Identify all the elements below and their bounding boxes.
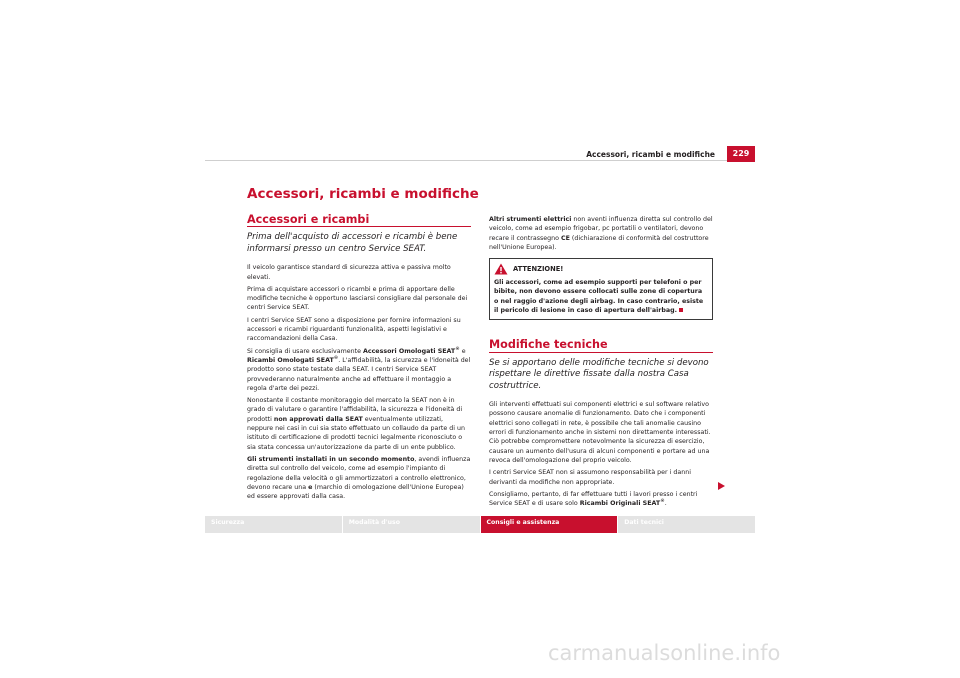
warning-triangle-icon [494, 263, 508, 275]
watermark: carmanualsonline.info [548, 641, 781, 665]
paragraph: Gli interventi effettuati sui componenti elettrici e sul software relativo possono causare anomalie di funzionamento. Dato che i componenti elettrici sono collegati in rete, è possibile che tali anomalie causino errori di funzionamento anche in sistemi non direttamente interessati. Ciò potrebbe compromettere notevolmente la sicurezza di esercizio, causare un aumento dell'usura di alcuni componenti e portare ad una revoca dell'omologazione del proprio veicolo. [489, 401, 711, 464]
paragraph: Gli strumenti installati in un secondo momento, avendi influenza diretta sul controllo del veicolo, come ad esempio l'impianto di regolazione della velocità o gli ammortizzatori a controllo elettronico, devono recare una e (marchio di omologazione dell'Unione Europea) ed essere approvati dalla casa. [247, 455, 471, 501]
footer-nav [205, 516, 755, 533]
end-square-icon [679, 308, 683, 312]
section-rule [247, 226, 471, 227]
footer-tab-consigli-assistenza[interactable]: Consigli e assistenza [481, 516, 618, 533]
warning-box [489, 258, 713, 320]
paragraph: I centri Service SEAT non si assumono responsabilità per i danni derivanti da modifiche non appropriate. [489, 469, 691, 486]
next-page-arrow-icon[interactable] [716, 481, 726, 491]
warning-text: Gli accessori, come ad esempio supporti per telefoni o per bibite, non devono essere collocati sulle zone di copertura o nel raggio d'azione degli airbag. In caso contrario, esiste il pericolo di lesione in caso di apertura dell'airbag. [494, 279, 704, 315]
section-intro: Se si apportano delle modifiche tecniche si devono rispettare le direttive fissate dalla nostra Casa costruttrice. [489, 357, 709, 391]
chapter-title: Accessori, ricambi e modifiche [247, 186, 479, 202]
paragraph: Nonostante il costante monitoraggio del mercato la SEAT non è in grado di valutare o garantire l'affidabilità, la sicurezza e l'idoneità di prodotti non approvati dalla SEAT eventualmente utilizzati, neppure nei casi in cui sia stato effettuato un collaudo da parte di un istituto di certificazione di prodotti tecnici legalmente riconosciuto o sia stata concessa un'autorizzazione da parte di un ente pubblico. [247, 397, 465, 451]
header-rule [205, 160, 755, 161]
footer-tab-modalita-uso[interactable]: Modalità d'uso [343, 516, 480, 533]
paragraph: I centri Service SEAT sono a disposizione per fornire informazioni su accessori e ricambi riguardanti funzionalità, aspetti legislativi e raccomandazioni della Casa. [247, 316, 461, 343]
section-intro: Prima dell'acquisto di accessori e ricambi è bene informarsi presso un centro Service SEAT. [247, 232, 458, 254]
warning-title: ATTENZIONE! [513, 264, 564, 273]
footer-tab-sicurezza[interactable]: Sicurezza [205, 516, 342, 533]
footer-tab-dati-tecnici[interactable]: Dati tecnici [618, 516, 755, 533]
paragraph: Si consiglia di usare esclusivamente Accessori Omologati SEAT® e Ricambi Omologati SEAT®. L'affidabilità, la sicurezza e l'idoneità del prodotto sono state testate dalla SEAT. I centri Service SEAT provvederanno naturalmente anche ad effettuare il montaggio a regola d'arte dei pezzi. [247, 346, 471, 392]
section-title-accessori: Accessori e ricambi [247, 213, 370, 226]
paragraph: Consigliamo, pertanto, di far effettuare tutti i lavori presso i centri Service SEAT e di usare solo Ricambi Originali SEAT®. [489, 490, 698, 508]
page-number: 229 [727, 146, 755, 162]
right-column [489, 215, 713, 511]
left-column [247, 215, 471, 504]
warning-header [494, 263, 707, 275]
section-title-modifiche: Modifiche tecniche [489, 338, 608, 352]
paragraph: Altri strumenti elettrici non aventi influenza diretta sul controllo del veicolo, come ad esempio frigobar, pc portatili o ventilatori, devono recare il contrassegno CE (dichiarazione di conformità del costruttore nell'Unione Europea). [489, 216, 713, 251]
paragraph: Prima di acquistare accessori o ricambi e prima di apportare delle modifiche tecniche è opportuno lasciarsi consigliare dal personale dei centri Service SEAT. [247, 285, 468, 312]
paragraph: Il veicolo garantisce standard di sicurezza attiva e passiva molto elevati. [247, 264, 451, 281]
section-rule [489, 352, 713, 353]
running-header: Accessori, ricambi e modifiche [586, 150, 715, 159]
